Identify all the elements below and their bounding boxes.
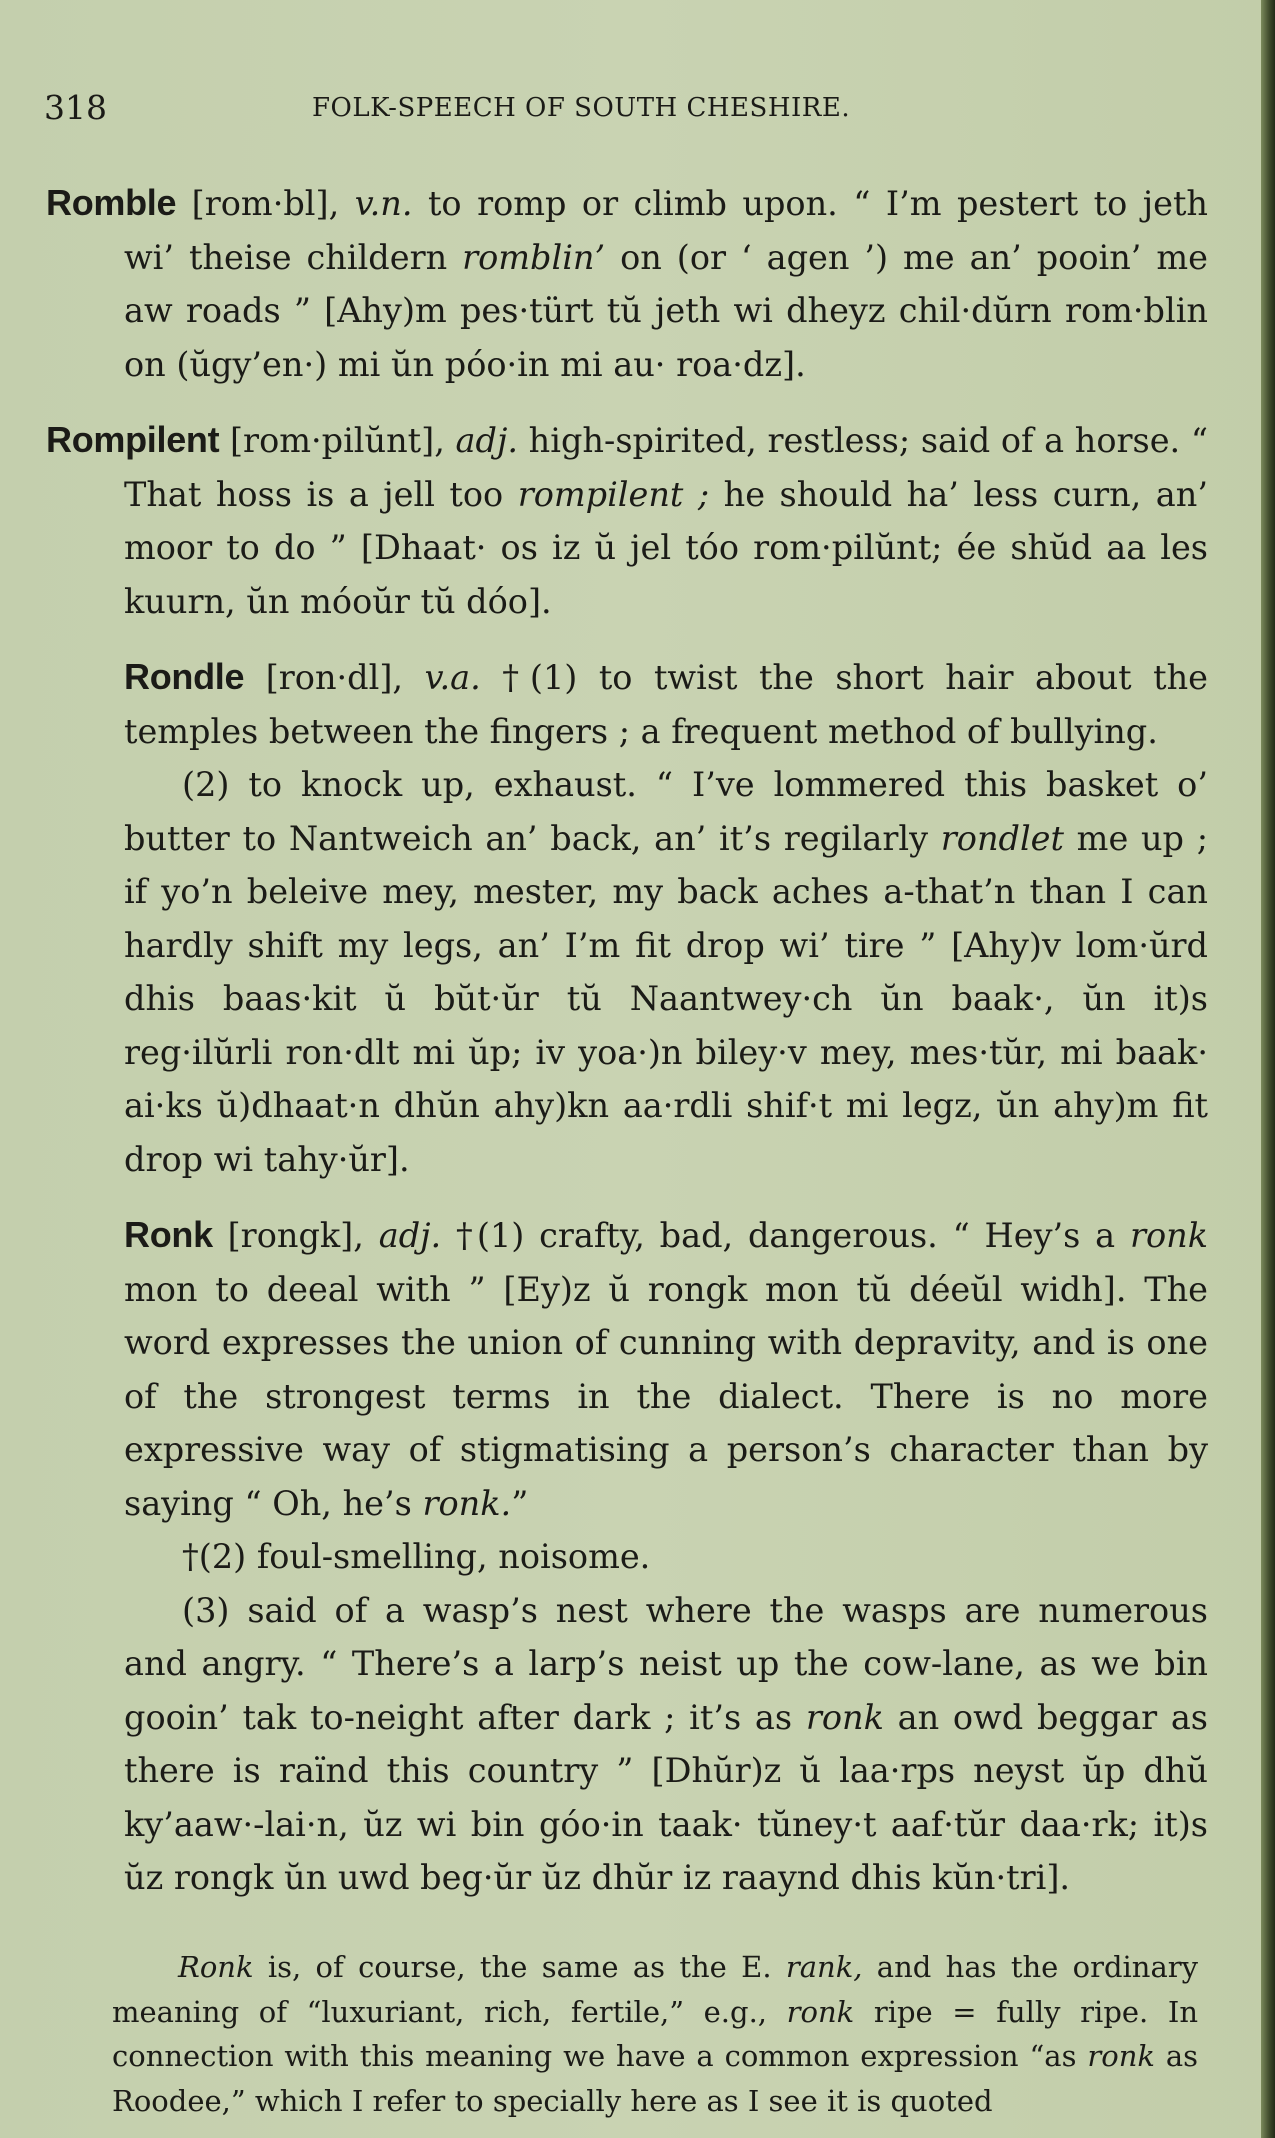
entry-text: [rom·pilŭnt], [219, 421, 456, 460]
footnote-text: is, of course, the same as the E. [253, 1950, 786, 1984]
entry-text: †(1) to twist the short hair about the temples between the fingers ; a frequent method of bullying. [124, 658, 1208, 751]
part-of-speech: v.n. [354, 184, 413, 223]
entry-text: †(1) crafty, bad, dangerous. “ Hey’s a [441, 1216, 1130, 1255]
page-edge-shadow [1261, 0, 1275, 2138]
headword: Romble [46, 182, 177, 223]
entry-romble [46, 176, 1208, 391]
sense-3 [124, 1584, 1208, 1905]
entry-text: [rom·bl], [176, 184, 355, 223]
sense-1 [124, 650, 1208, 758]
sense-2: †(2) foul-smelling, noisome. [182, 1537, 651, 1576]
footnote-text: and has the ordinary meaning of “luxuriant, rich, fertile,” e.g., [112, 1950, 1198, 2029]
footnote-word: Ronk [178, 1950, 254, 1984]
entry-text: he should ha’ less curn, an’ moor to do ” [Dhaat· os iz ŭ jel tóo rom·pilŭnt; ée shŭd aa les kuurn, ŭn móoŭr tŭ dóo]. [124, 474, 1208, 621]
footnote-word: rank, [785, 1950, 863, 1984]
entry-text: me up ; if yo’n beleive mey, mester, my back aches a-that’n than I can hardly shift my legs, an’ I’m fit drop wi’ tire ” [Ahy)v lom·ŭrd dhis baas·kit ŭ bŭt·ŭr tŭ Naantwey·ch ŭn baak·, ŭn it)s reg·ilŭrli ron·dlt mi ŭp; iv yoa·)n biley·v mey, mes·tŭr, mi baak· ai·ks ŭ)dhaat·n dhŭn ahy)kn aa·rdli shif·t mi legz, ŭn ahy)m fit drop wi tahy·ŭr]. [124, 818, 1208, 1179]
footnote-word: ronk [1087, 2039, 1155, 2073]
part-of-speech: v.a. [424, 658, 481, 697]
entry-text: ” [511, 1483, 529, 1523]
example-word: romblin’ [462, 237, 606, 277]
dictionary-body [46, 176, 1208, 1927]
footnote-word: ronk [786, 1994, 855, 2029]
example-word: ronk. [422, 1483, 512, 1523]
example-word: rompilent ; [517, 474, 710, 514]
page-title: FOLK-SPEECH OF SOUTH CHESHIRE. [312, 93, 851, 123]
part-of-speech: adj. [455, 421, 518, 460]
entry-text: on (or ‘ agen ’) me an’ pooin’ me aw roads ” [Ahy)m pes·türt tŭ jeth wi dheyz chil·dŭrn rom·blin on (ŭgy’en·) mi ŭn póo·in mi au· roa·dz]. [124, 237, 1208, 384]
entry-rompilent [46, 413, 1208, 628]
entry-text: [rongk], [212, 1216, 379, 1255]
page-number: 318 [44, 88, 107, 127]
sense-1 [124, 1208, 1208, 1530]
entry-text: [ron·dl], [244, 658, 425, 697]
entry-text: high-spirited, restless; said of a horse. “ That hoss is a jell too [124, 421, 1208, 514]
sense-2 [124, 758, 1208, 1186]
headword: Rompilent [46, 419, 220, 460]
entry-text: mon to deeal with ” [Ey)z ŭ rongk mon tŭ déeŭl widh]. The word expresses the union of cunning with depravity, and is one of the strongest terms in the dialect. There is no more expressive way of stigmatising a person’s character than by saying “ Oh, he’s [124, 1269, 1208, 1523]
entry-text: (2) to knock up, exhaust. “ I’ve lommered this basket o’ butter to Nantweich an’ back, an’ it’s regilarly [124, 765, 1208, 858]
entry-text: (3) said of a wasp’s nest where the wasps are numerous and angry. “ There’s a larp’s neist up the cow-lane, as we bin gooin’ tak to-neight after dark ; it’s as [124, 1590, 1208, 1737]
footnote-text: ripe = fully ripe. In connection with this meaning we have a common expression “as [112, 1994, 1199, 2073]
part-of-speech: adj. [378, 1216, 442, 1255]
example-word: ronk [1129, 1216, 1209, 1255]
entry-ronk [46, 1208, 1208, 1905]
headword: Rondle [124, 656, 245, 697]
entry-text: an owd beggar as there is raïnd this country ” [Dhŭr)z ŭ laa·rps neyst ŭp dhŭ ky’aaw·-lai·n, ŭz wi bin góo·in taak· tŭney·t aaf·tŭr daa·rk; it)s ŭz rongk ŭn uwd beg·ŭr ŭz dhŭr iz raaynd dhis kŭn·tri]. [124, 1697, 1208, 1897]
footnote-text: as Roodee,” which I refer to specially here as I see it is quoted [112, 2039, 1199, 2118]
entry-rondle [46, 650, 1208, 1186]
footnote [112, 1945, 1198, 2123]
running-head [44, 88, 1194, 136]
entry-text: to romp or climb upon. “ I’m pestert to jeth wi’ theise childern [124, 184, 1209, 277]
example-word: rondlet [940, 818, 1064, 858]
example-word: ronk [805, 1697, 884, 1737]
headword: Ronk [124, 1214, 213, 1255]
